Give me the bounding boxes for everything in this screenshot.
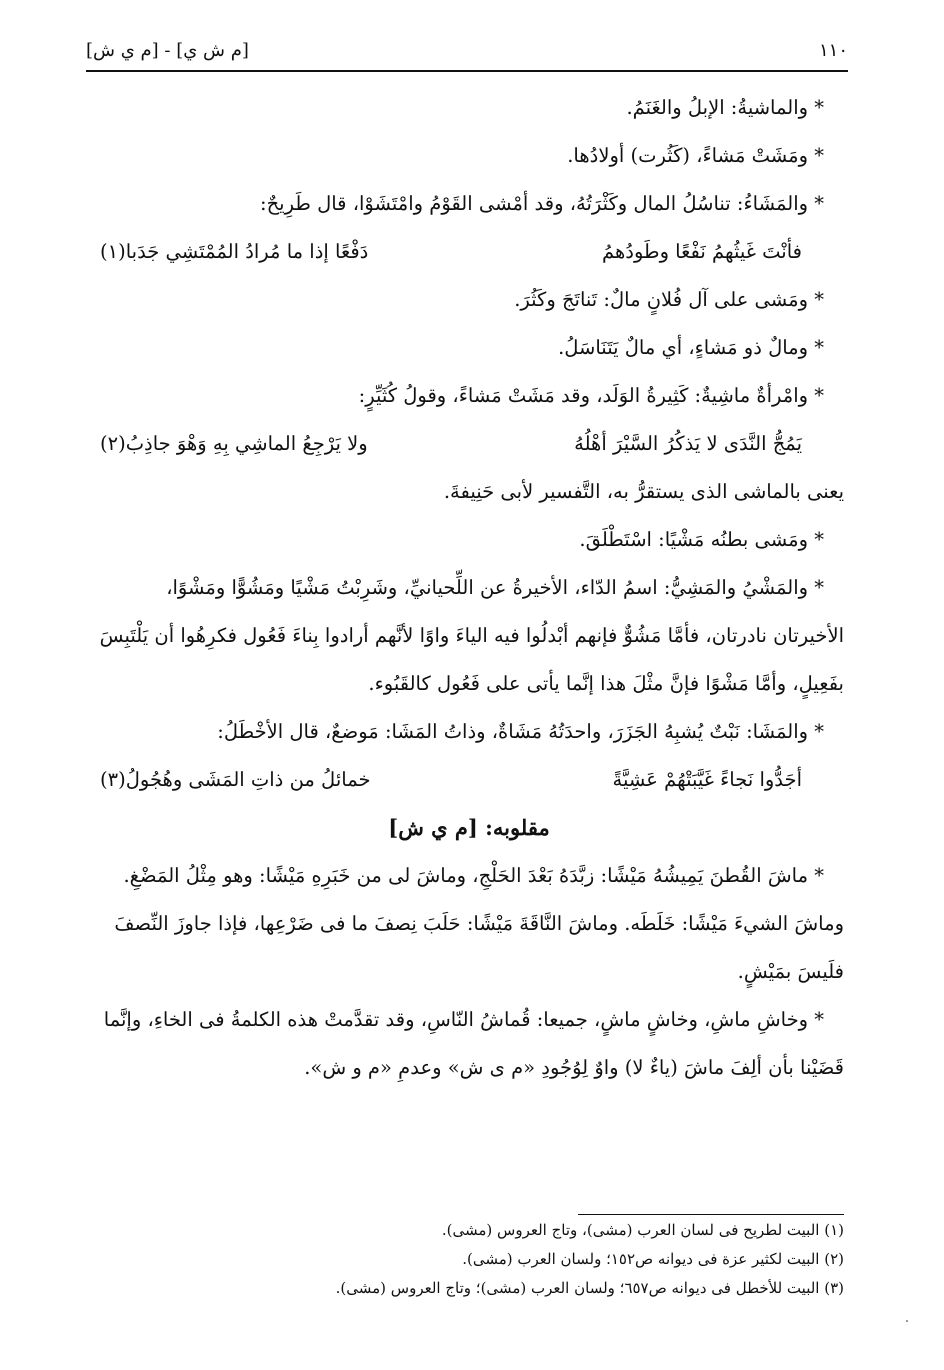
verse-second-hemistich: خمائلُ من ذاتِ المَشَى وهُجُولُ(٣) — [100, 768, 371, 791]
entry-paragraph: * وامْرأةٌ ماشِيةٌ: كَثِيرةُ الوَلَد، وقد مَشَتْ مَشاءً، وقولُ كُثَيِّرٍ: — [358, 384, 824, 407]
entry-paragraph: * ومَشَتْ مَشاءً، (كَثُرت) أولادُها. — [567, 144, 824, 167]
verse-line — [94, 228, 844, 276]
verse-first-hemistich: فأنْتَ غَيثُهمُ نَفْعًا وطَودُهمُ — [602, 240, 802, 263]
entry-paragraph: * والماشيةُ: الإبلُ والغَنَمُ. — [626, 96, 824, 119]
entry-paragraph: * وخاشِ ماشِ، وخاشٍ ماشٍ، جميعا: قُماشُ النّاسِ، وقد تقدَّمتْ هذه الكلمةُ فى الخاءِ، وإنَّما قَضَيْنا بأن ألِفَ ماشَ (ياءٌ لا) واوٌ لِوُجُودِ «م ى ش» وعدمِ «م و ش». — [103, 1008, 844, 1079]
main-text — [94, 84, 844, 1092]
entry-paragraph: * ومَشى على آل فُلانٍ مالٌ: تَناتَجَ وكَثُرَ. — [514, 288, 824, 311]
scan-speck — [906, 1320, 908, 1322]
verse-second-hemistich: ولا يَرْجِعُ الماشِي بِهِ وَهْوَ جاذِبُ(٢) — [100, 432, 368, 455]
footnotes — [94, 1216, 844, 1303]
verse-first-hemistich: يَمُجُّ النَّدَى لا يَذكُرُ السَّيْرَ أهْلُهُ — [574, 432, 802, 455]
footnote: (٣) البيت للأخطل فى ديوانه ص٦٥٧؛ ولسان العرب (مشى)؛ وتاج العروس (مشى). — [335, 1279, 844, 1297]
page-number: ١١٠ — [818, 40, 848, 61]
verse-line — [94, 756, 844, 804]
footnote-divider — [578, 1214, 844, 1215]
footnote: (١) البيت لطريح فى لسان العرب (مشى)، وتاج العروس (مشى). — [441, 1221, 844, 1239]
entry-paragraph: * والمَشَاءُ: تناسُلُ المال وكَثْرَتُهُ، وقد أمْشى القَوْمُ وامْتَشَوْا، قال طَرِيحٌ: — [260, 192, 824, 215]
page-header — [86, 36, 848, 72]
footnote: (٢) البيت لكثير عزة فى ديوانه ص١٥٢؛ ولسان العرب (مشى). — [462, 1250, 844, 1268]
verse-second-hemistich: دَفْعًا إذا ما مُرادُ المُمْتَشِي جَدَبا(١) — [100, 240, 369, 263]
entry-paragraph: يعنى بالماشى الذى يستقرُّ به، التَّفسير لأبى حَنِيفةَ. — [443, 480, 844, 503]
running-head: [م ش ي] - [م ي ش] — [86, 40, 249, 61]
entry-paragraph: * والمَشْيُ والمَشِيُّ: اسمُ الدّاء، الأخيرةُ عن اللِّحيانيِّ، وشَرِبْتُ مَشْيًا ومَشُوًّا ومَشْوًا، الأخيرتان نادرتان، فأمَّا مَشُوٌّ فإنهم أبْدلُوا فيه الياءَ واوًا لأنَّهم أرادوا بِناءَ فَعُول فكرِهُوا أن يَلْتَبِسَ بفَعِيلٍ، وأمَّا مَشْوًا فإنَّ مثْلَ هذا إنَّما يأتى على فَعُول كالقَبُوء. — [99, 576, 844, 695]
entry-paragraph: * ومالٌ ذو مَشاءٍ، أي مالٌ يَتَنَاسَلُ. — [558, 336, 824, 359]
entry-paragraph: * ماشَ القُطنَ يَمِيشُهُ مَيْشًا: زبَّدَهُ بَعْدَ الحَلْجِ، وماشَ لى من خَبَرِهِ مَيْشًا: وهو مِثْلُ المَضْغِ. وماشَ الشيءَ مَيْشًا: خَلَطَه. وماشَ النَّاقَةَ مَيْشًا: حَلَبَ نِصفَ ما فى ضَرْعِها، فإذا جاوزَ النِّصفَ فلَيسَ بمَيْشٍ. — [114, 864, 844, 983]
entry-paragraph: * والمَشَا: نَبْتٌ يُشبِهُ الجَزَرَ، واحدَتُهُ مَشَاةٌ، وذاتُ المَشَا: مَوضعٌ، قال الأخْطَلُ: — [217, 720, 824, 743]
verse-first-hemistich: أجَدُّوا نَجاءً غَيَّبَتْهُمْ عَشِيَّةً — [612, 768, 802, 791]
entry-paragraph: * ومَشى بطنُه مَشْيًا: اسْتَطْلَقَ. — [579, 528, 824, 551]
verse-line — [94, 420, 844, 468]
section-heading: مقلوبه: [م ي ش] — [388, 815, 550, 840]
